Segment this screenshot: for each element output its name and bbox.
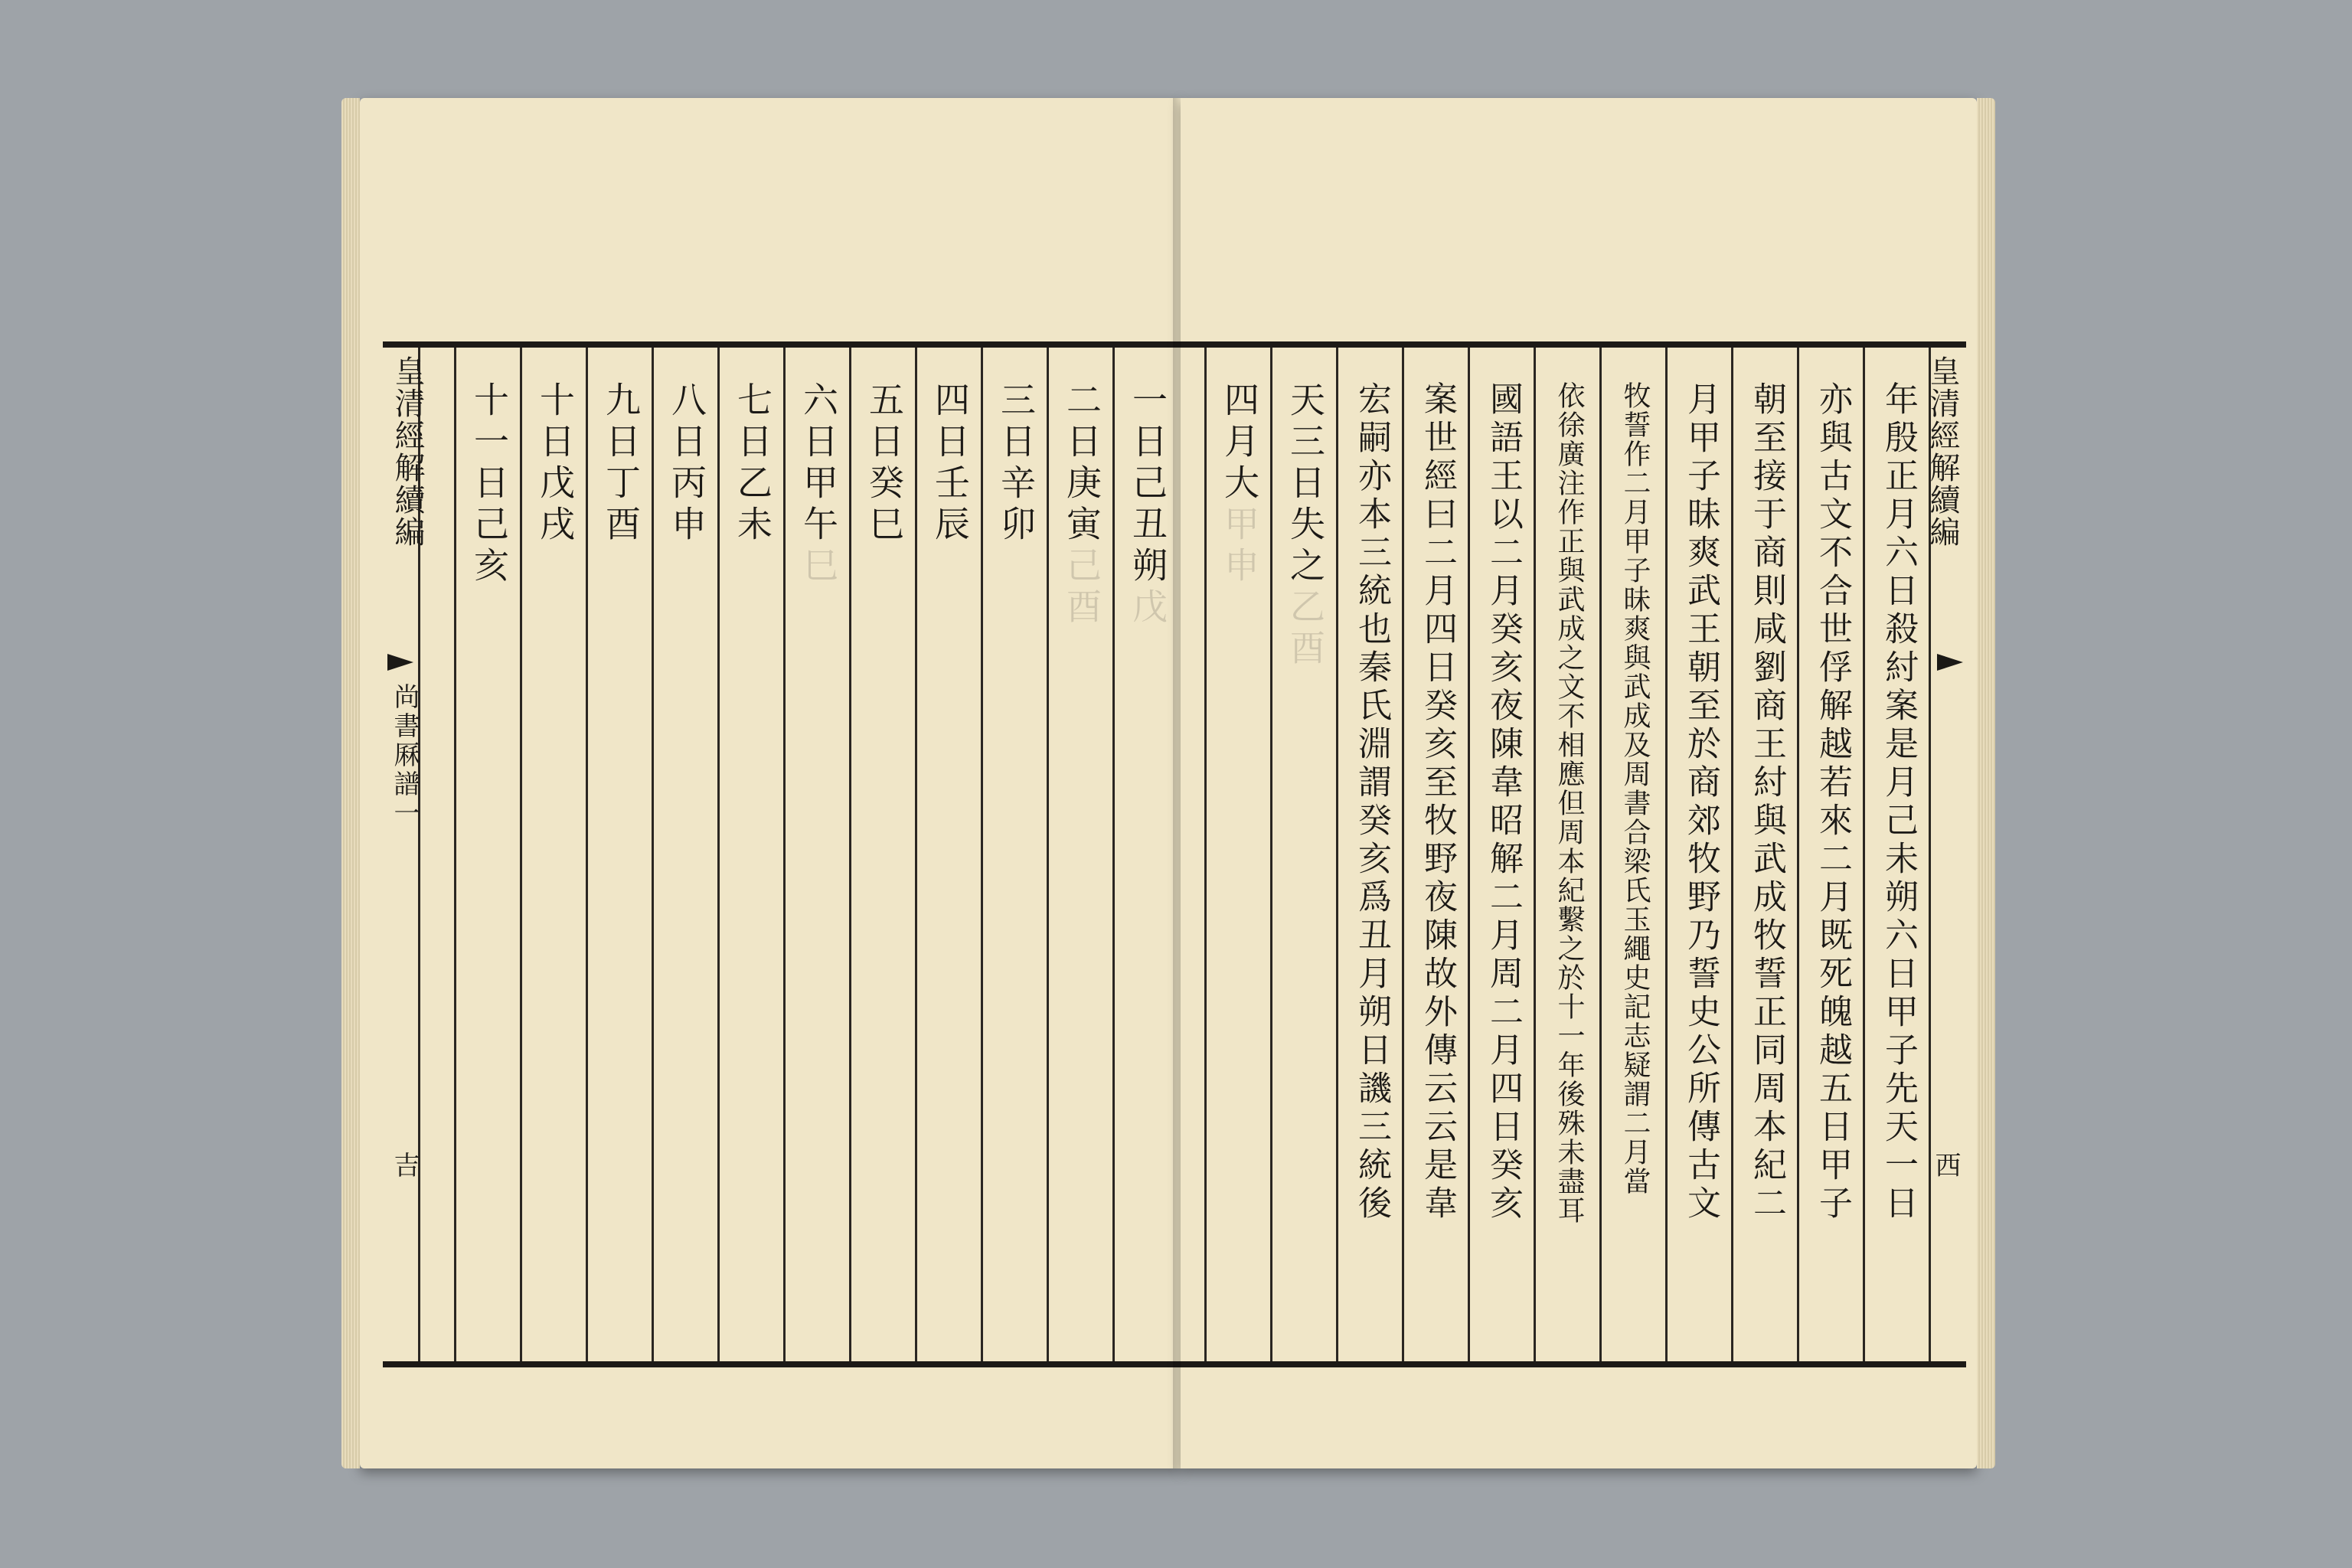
- column-text: 依徐廣注作正與武成之文不相應但周本紀繫之於十一年後殊未盡耳: [1553, 381, 1585, 1225]
- text-column: [1047, 348, 1115, 1361]
- text-column: [915, 348, 983, 1361]
- fish-tail-mark: [387, 654, 413, 671]
- column-text: 宏嗣亦本三統也秦氏淵謂癸亥爲丑月朔日譏三統後: [1352, 381, 1391, 1223]
- column-text: 五日癸巳: [864, 381, 905, 547]
- text-column: [1731, 348, 1799, 1361]
- open-book: [360, 92, 1977, 1470]
- column-text: 十日戊戌: [534, 381, 576, 547]
- fish-tail-mark: [1937, 654, 1963, 671]
- column-text: 年殷正月六日殺紂案是月己未朔六日甲子先天一日: [1879, 381, 1918, 1223]
- text-column: [520, 348, 588, 1361]
- column-text: 案世經曰二月四日癸亥至牧野夜陳故外傳云云是韋: [1418, 381, 1457, 1223]
- faint-character: 甲申: [1219, 505, 1260, 588]
- faint-character: 乙酉: [1285, 588, 1326, 671]
- column-text: 九日丁酉: [600, 381, 642, 547]
- text-column: [586, 348, 654, 1361]
- folio-number: 西: [1930, 1152, 1961, 1178]
- column-text: 天三日失之乙酉: [1285, 381, 1326, 671]
- left-banner-column: [383, 348, 425, 1361]
- column-text: 二日庚寅己酉: [1061, 381, 1102, 629]
- column-text: 八日丙申: [666, 381, 707, 547]
- left-page-edge: [341, 98, 360, 1468]
- text-column: [1112, 348, 1181, 1361]
- text-column: [1270, 348, 1338, 1361]
- folio-number: 吉: [389, 1152, 420, 1178]
- faint-character: 巳: [798, 547, 839, 588]
- column-text: 四月大甲申: [1219, 381, 1260, 588]
- text-column: [1599, 348, 1668, 1361]
- left-page: [360, 98, 1181, 1468]
- column-text: 月甲子昧爽武王朝至於商郊牧野乃誓史公所傳古文: [1681, 381, 1720, 1223]
- column-text: 十一日己亥: [469, 381, 510, 588]
- text-column: [1797, 348, 1865, 1361]
- text-column: [1534, 348, 1602, 1361]
- text-column: [1402, 348, 1470, 1361]
- column-text: 四日壬辰: [929, 381, 971, 547]
- text-column: [454, 348, 522, 1361]
- column-text: 六日甲午巳: [798, 381, 839, 588]
- column-text: 朝至接于商則咸劉商王紂與武成牧誓正同周本紀二: [1747, 381, 1786, 1223]
- left-text-frame: [383, 341, 1181, 1367]
- text-column: [849, 348, 917, 1361]
- column-text: 三日辛卯: [995, 381, 1037, 547]
- text-column: [1204, 348, 1272, 1361]
- right-page-edge: [1977, 98, 1995, 1468]
- text-column: [717, 348, 786, 1361]
- text-column: [652, 348, 720, 1361]
- right-banner-column: [1925, 348, 1966, 1361]
- right-page: [1181, 98, 1977, 1468]
- banner-title: 皇清經解續編: [390, 355, 425, 548]
- text-column: [1468, 348, 1536, 1361]
- banner-subtitle: 尚書厤譜一: [389, 683, 420, 828]
- column-text: 亦與古文不合世俘解越若來二月既死魄越五日甲子: [1813, 381, 1852, 1223]
- column-text: 國語王以二月癸亥夜陳韋昭解二月周二月四日癸亥: [1484, 381, 1523, 1223]
- column-text: 一日己丑朔戊: [1127, 381, 1168, 629]
- text-column: [1665, 348, 1733, 1361]
- right-text-frame: [1181, 341, 1966, 1367]
- faint-character: 己酉: [1061, 547, 1102, 629]
- faint-character: 戊: [1127, 588, 1168, 629]
- text-column: [1336, 348, 1404, 1361]
- text-column: [783, 348, 851, 1361]
- text-column: [1863, 348, 1931, 1361]
- column-text: 七日乙未: [732, 381, 773, 547]
- text-column: [981, 348, 1049, 1361]
- column-text: 牧誓作二月甲子昧爽與武成及周書合梁氏玉繩史記志疑謂二月當: [1619, 381, 1651, 1196]
- banner-title: 皇清經解續編: [1925, 355, 1960, 548]
